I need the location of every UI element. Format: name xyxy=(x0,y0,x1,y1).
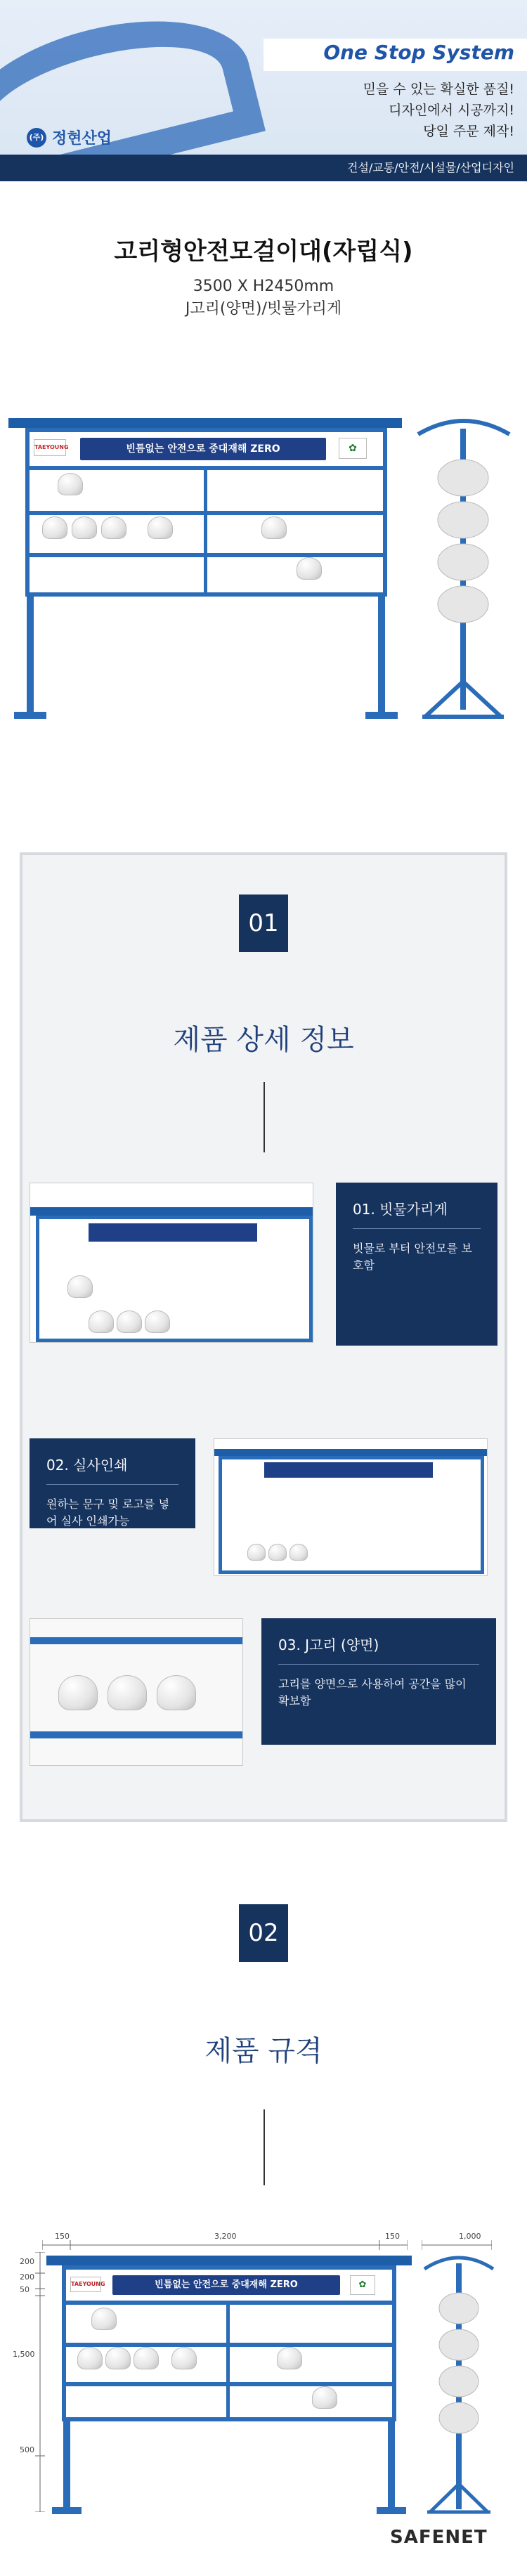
detail-card-3-title: 03. J고리 (양면) xyxy=(278,1634,479,1665)
helmet xyxy=(261,516,287,539)
left-post xyxy=(27,594,34,713)
section-number-2: 02 xyxy=(239,1904,288,1962)
dimension-line-side xyxy=(422,2240,492,2250)
section-title-2: 제품 규격 xyxy=(204,2035,323,2067)
product-title: 고리형안전모걸이대(자립식) xyxy=(114,238,413,266)
section-divider-line-1 xyxy=(264,1082,265,1152)
detail-card-1-text: 빗물로 부터 안전모를 보호함 xyxy=(353,1242,472,1272)
category-bar: 건설/교통/안전/시설물/산업디자인 xyxy=(0,155,527,181)
left-logo-badge: TAEYOUNG xyxy=(70,2277,101,2292)
board-divider xyxy=(204,466,207,592)
detail-card-1 xyxy=(336,1183,497,1346)
company-logo-text: 정현산업 xyxy=(52,130,112,148)
right-logo-badge: ✿ xyxy=(350,2275,375,2295)
dim-top-mid: 3,200 xyxy=(214,2232,237,2241)
dim-v1: 200 xyxy=(20,2257,34,2266)
left-foot xyxy=(14,712,46,719)
helmet xyxy=(91,2308,117,2330)
helmet xyxy=(148,516,173,539)
detail-card-3 xyxy=(261,1618,496,1745)
detail-photo-hooks xyxy=(30,1618,243,1766)
detail-card-2-text: 원하는 문구 및 로고를 넣어 실사 인쇄가능 xyxy=(46,1497,169,1528)
helmet xyxy=(171,2347,197,2369)
right-post xyxy=(388,2419,395,2509)
stand-board xyxy=(62,2265,396,2421)
safety-sign: 빈틈없는 안전으로 중대재해 ZERO xyxy=(112,2275,340,2295)
banner-slogan-3: 당일 주문 제작! xyxy=(423,124,514,139)
banner-slogan-1: 믿을 수 있는 확실한 품질! xyxy=(363,82,514,97)
detail-card-3-text: 고리를 양면으로 사용하여 공간을 많이 확보함 xyxy=(278,1677,467,1707)
section-divider-line-2 xyxy=(264,2109,265,2185)
helmet xyxy=(105,2347,131,2369)
stand-board xyxy=(25,428,387,597)
dim-v2: 200 xyxy=(20,2272,34,2282)
helmet xyxy=(297,557,322,580)
helmet xyxy=(312,2386,337,2409)
product-size: 3500 X H2450mm xyxy=(193,278,334,295)
left-logo-badge: TAEYOUNG xyxy=(34,439,66,456)
dim-side-width: 1,000 xyxy=(459,2232,481,2241)
helmet xyxy=(42,516,67,539)
detail-photo-rain-cover xyxy=(30,1183,313,1343)
dimension-line-top xyxy=(42,2240,408,2250)
dim-top-left: 150 xyxy=(55,2232,70,2241)
section-number-1: 01 xyxy=(239,895,288,952)
dim-v4: 1,500 xyxy=(13,2350,35,2359)
helmet xyxy=(77,2347,103,2369)
helmet xyxy=(277,2347,302,2369)
helmet xyxy=(58,473,83,495)
product-image-side xyxy=(411,415,516,724)
detail-card-2-title: 02. 실사인쇄 xyxy=(46,1454,178,1485)
board-divider xyxy=(226,2301,230,2420)
safety-sign: 빈틈없는 안전으로 중대재해 ZERO xyxy=(80,438,326,460)
product-image-dimension-side xyxy=(420,2252,497,2516)
right-foot xyxy=(365,712,398,719)
helmet xyxy=(72,516,97,539)
rain-cover xyxy=(46,2256,412,2265)
company-logo-mark: (주) xyxy=(27,128,46,148)
right-logo-badge: ✿ xyxy=(339,438,367,459)
product-image-dimension-front xyxy=(46,2256,412,2516)
section-title-1: 제품 상세 정보 xyxy=(173,1024,354,1056)
footer-logo: SAFENET xyxy=(390,2527,488,2548)
detail-card-1-title: 01. 빗물가리게 xyxy=(353,1198,481,1229)
product-options: J고리(양면)/빗물가리게 xyxy=(185,300,342,318)
company-logo xyxy=(27,126,112,148)
banner-slogan-2: 디자인에서 시공까지! xyxy=(389,103,514,118)
detail-photo-print xyxy=(214,1438,488,1576)
detail-card-2 xyxy=(30,1438,195,1528)
dim-v3: 50 xyxy=(20,2285,30,2294)
right-post xyxy=(378,594,385,713)
banner-title: One Stop System xyxy=(323,41,514,64)
rain-cover xyxy=(8,418,402,428)
product-spec xyxy=(0,275,527,320)
left-post xyxy=(63,2419,70,2509)
dimension-line-left xyxy=(35,2252,45,2512)
left-foot xyxy=(52,2507,82,2514)
header-banner xyxy=(0,0,527,181)
dim-top-right: 150 xyxy=(385,2232,400,2241)
dim-v5: 500 xyxy=(20,2445,34,2454)
helmet xyxy=(101,516,126,539)
product-image-front xyxy=(8,418,402,720)
helmet xyxy=(134,2347,159,2369)
right-foot xyxy=(377,2507,406,2514)
